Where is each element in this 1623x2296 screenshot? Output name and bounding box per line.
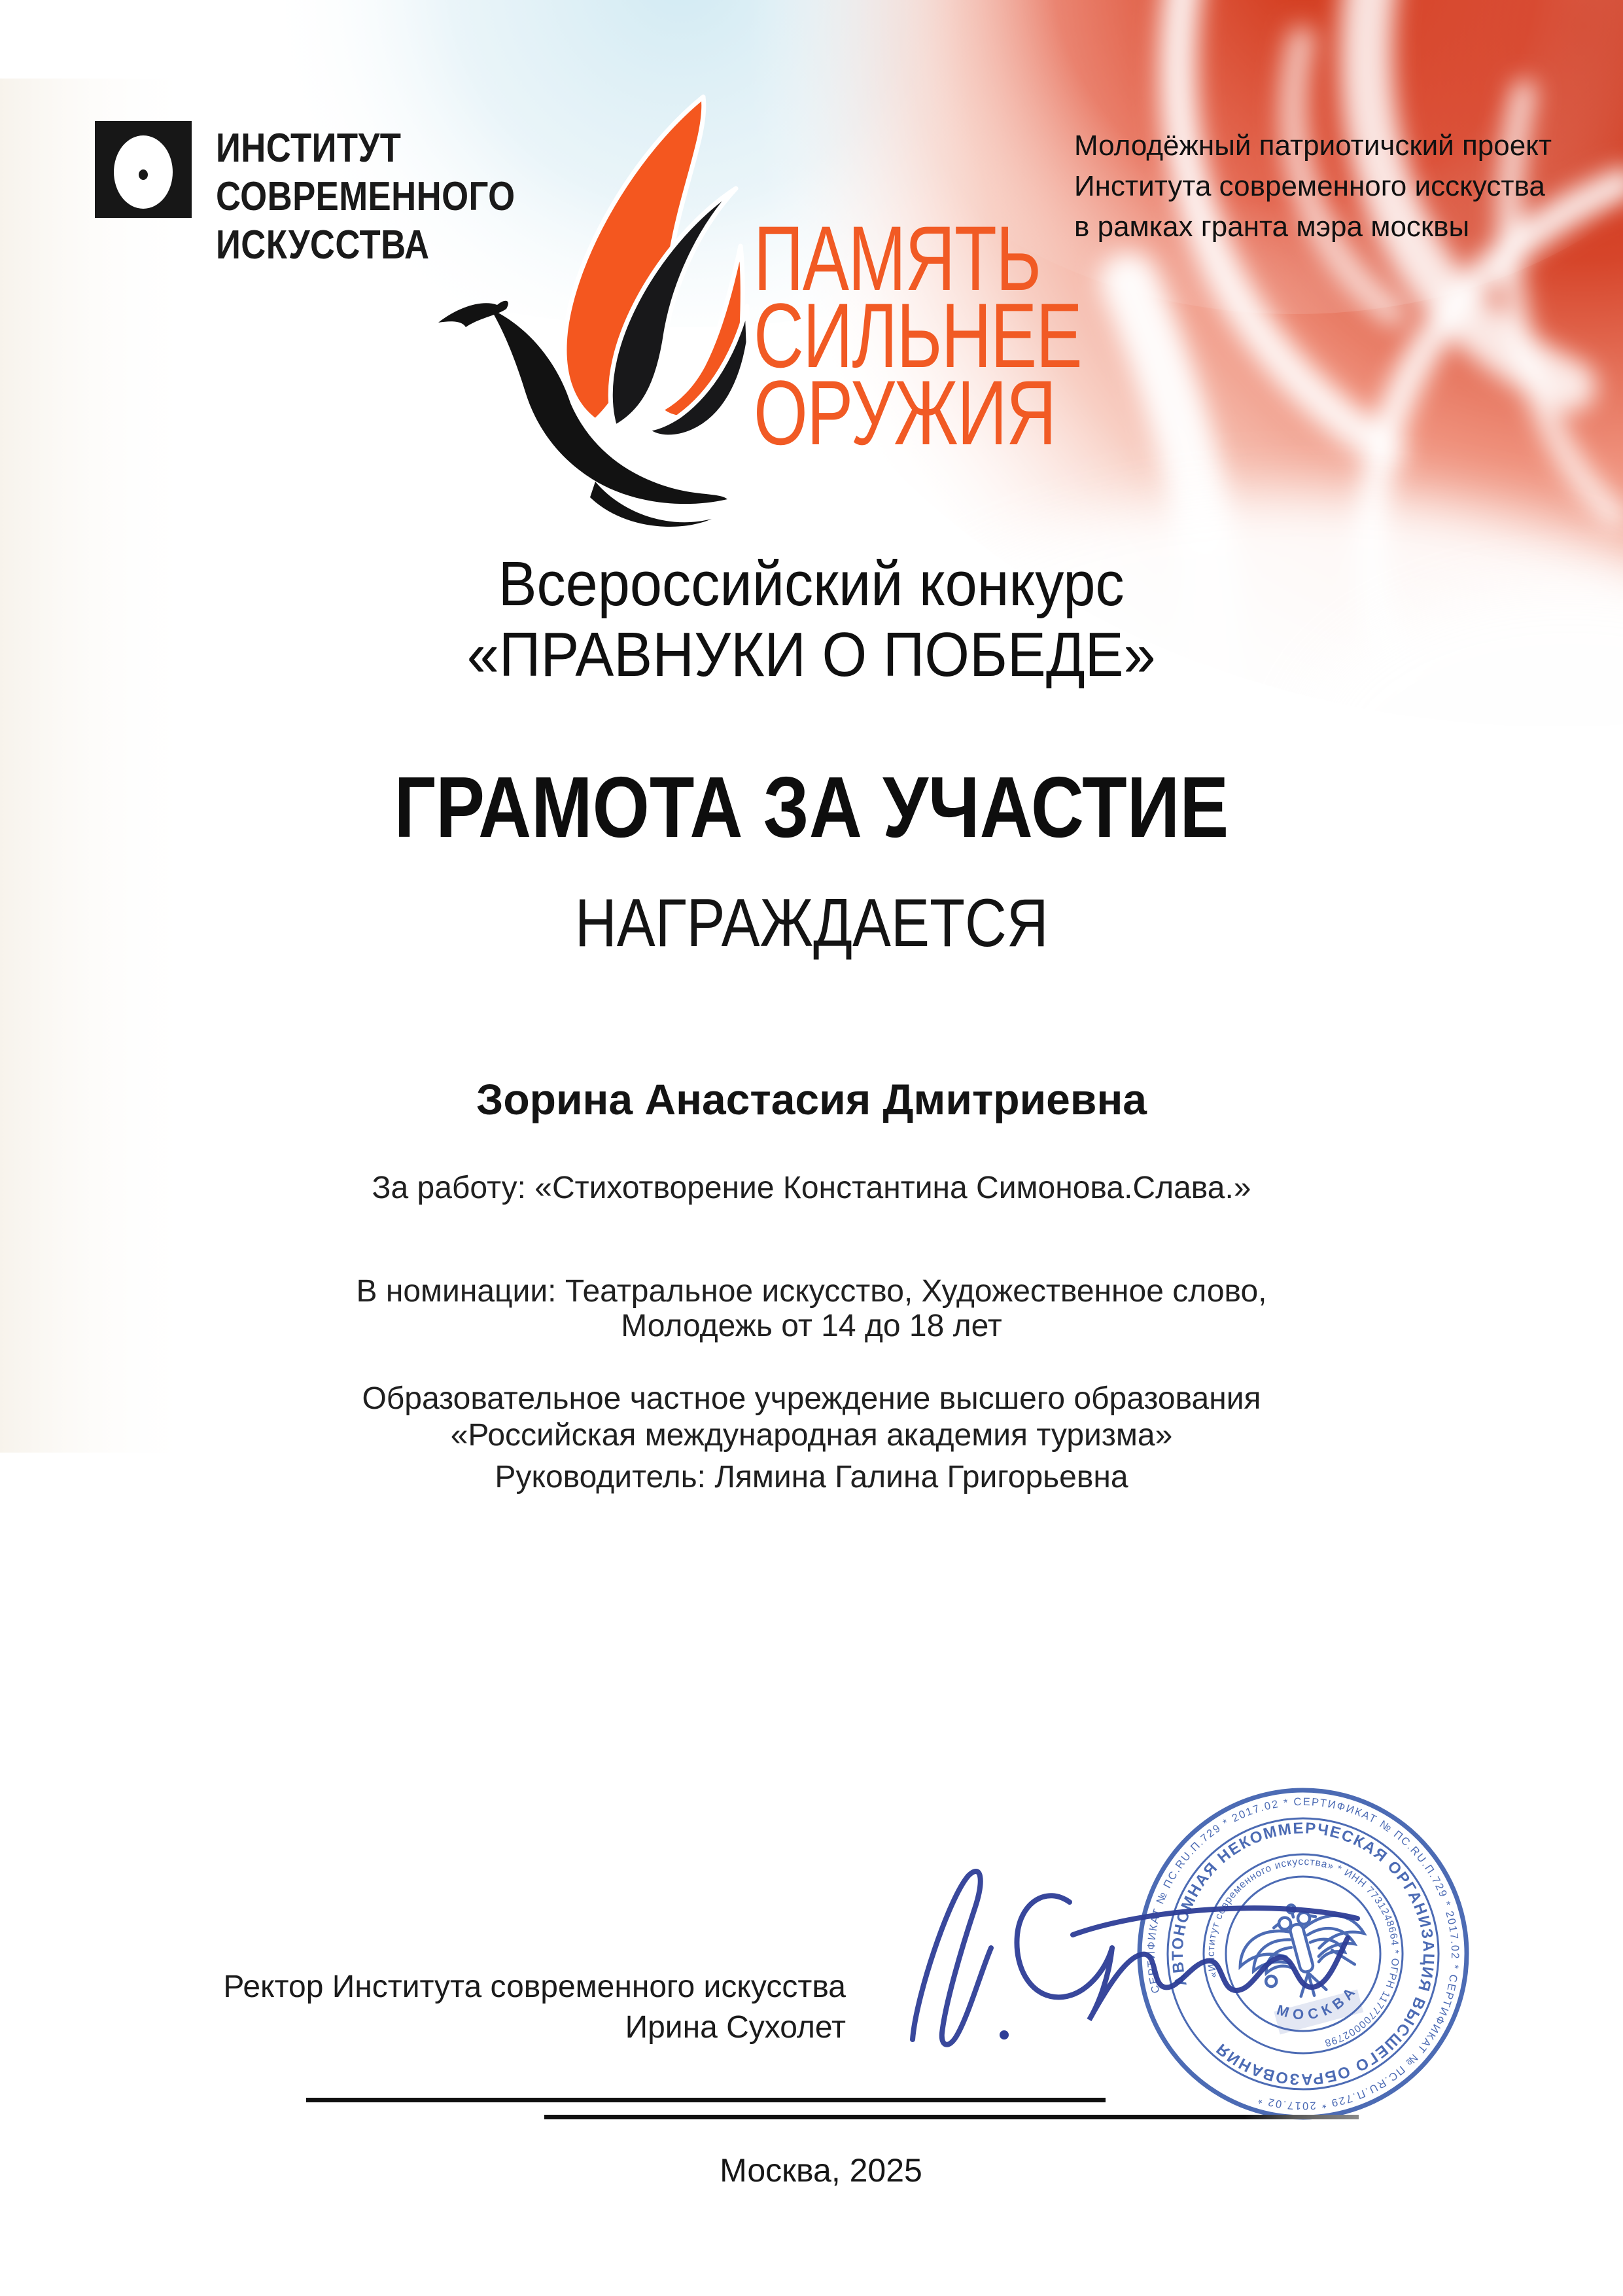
- project-note-line1: Молодёжный патриотичский проект: [1074, 130, 1552, 162]
- brand-line3: ОРУЖИЯ: [754, 361, 1056, 464]
- signature-line-1: [306, 2098, 1106, 2102]
- rector-signature: [870, 1827, 1393, 2102]
- signature-dot: [1000, 2030, 1009, 2040]
- dove-flame-icon: [399, 90, 756, 519]
- award-title: ГРАМОТА ЗА УЧАСТИЕ: [394, 759, 1229, 855]
- institute-mark-icon: [95, 121, 192, 218]
- awarded-label: НАГРАЖДАЕТСЯ: [574, 885, 1049, 961]
- nomination-line1: В номинации: Театральное искусство, Художественное слово,: [356, 1274, 1267, 1309]
- project-note-line3: в рамках гранта мэра москвы: [1074, 211, 1470, 243]
- rector-title: Ректор Института современного искусства: [223, 1969, 846, 2004]
- brand-line1: ПАМЯТЬ: [754, 207, 1041, 309]
- supervisor-line: Руководитель: Лямина Галина Григорьевна: [495, 1460, 1128, 1494]
- brand-wordmark: [754, 207, 1082, 464]
- rector-block: [0, 1967, 846, 2048]
- seal-inner-ring-text: «Институт современного искусства» * ИНН 7731248664 * ОГРН 1177700002798: [1205, 1856, 1401, 2049]
- organization-line2: «Российская международная академия туризма»: [450, 1418, 1173, 1453]
- seal-bottom-text: МОСКВА: [1274, 1981, 1362, 2023]
- institute-mark-dot: [139, 169, 148, 180]
- nomination-line2: Молодежь от 14 до 18 лет: [621, 1309, 1002, 1343]
- contest-title-line1: Всероссийский конкурс: [498, 549, 1125, 619]
- project-note: [1074, 126, 1552, 247]
- signature-line-2: [544, 2115, 1359, 2119]
- project-note-line2: Института современного исскуства: [1074, 170, 1545, 202]
- rector-name: Ирина Сухолет: [625, 2010, 846, 2045]
- institute-name-line2: СОВРЕМЕННОГО: [216, 174, 515, 219]
- seal-band-text: АВТОНОМНАЯ НЕКОММЕРЧЕСКАЯ ОРГАНИЗАЦИЯ ВЫСШЕГО ОБРАЗОВАНИЯ: [1168, 1819, 1438, 2089]
- recipient-name: Зорина Анастасия Дмитриевна: [476, 1075, 1147, 1123]
- institute-name-line1: ИНСТИТУТ: [216, 126, 402, 171]
- work-line: За работу: «Стихотворение Константина Симонова.Слава.»: [372, 1171, 1251, 1205]
- seal-outer-ring-text: СЕРТИФИКАТ № ПС.RU.П.729 * 2017.02 * СЕРТИФИКАТ № ПС.RU.П.729 * 2017.02 * СЕРТИФИКАТ № ПС.RU.П.729 * 2017.02 *: [1145, 1795, 1461, 2112]
- brand-line2: СИЛЬНЕЕ: [754, 284, 1082, 387]
- city-year: Москва, 2025: [720, 2152, 922, 2189]
- organization-line1: Образовательное частное учреждение высшего образования: [362, 1381, 1261, 1416]
- institute-name-line3: ИСКУССТВА: [216, 222, 430, 268]
- contest-title-line2: «ПРАВНУКИ О ПОБЕДЕ»: [467, 620, 1156, 690]
